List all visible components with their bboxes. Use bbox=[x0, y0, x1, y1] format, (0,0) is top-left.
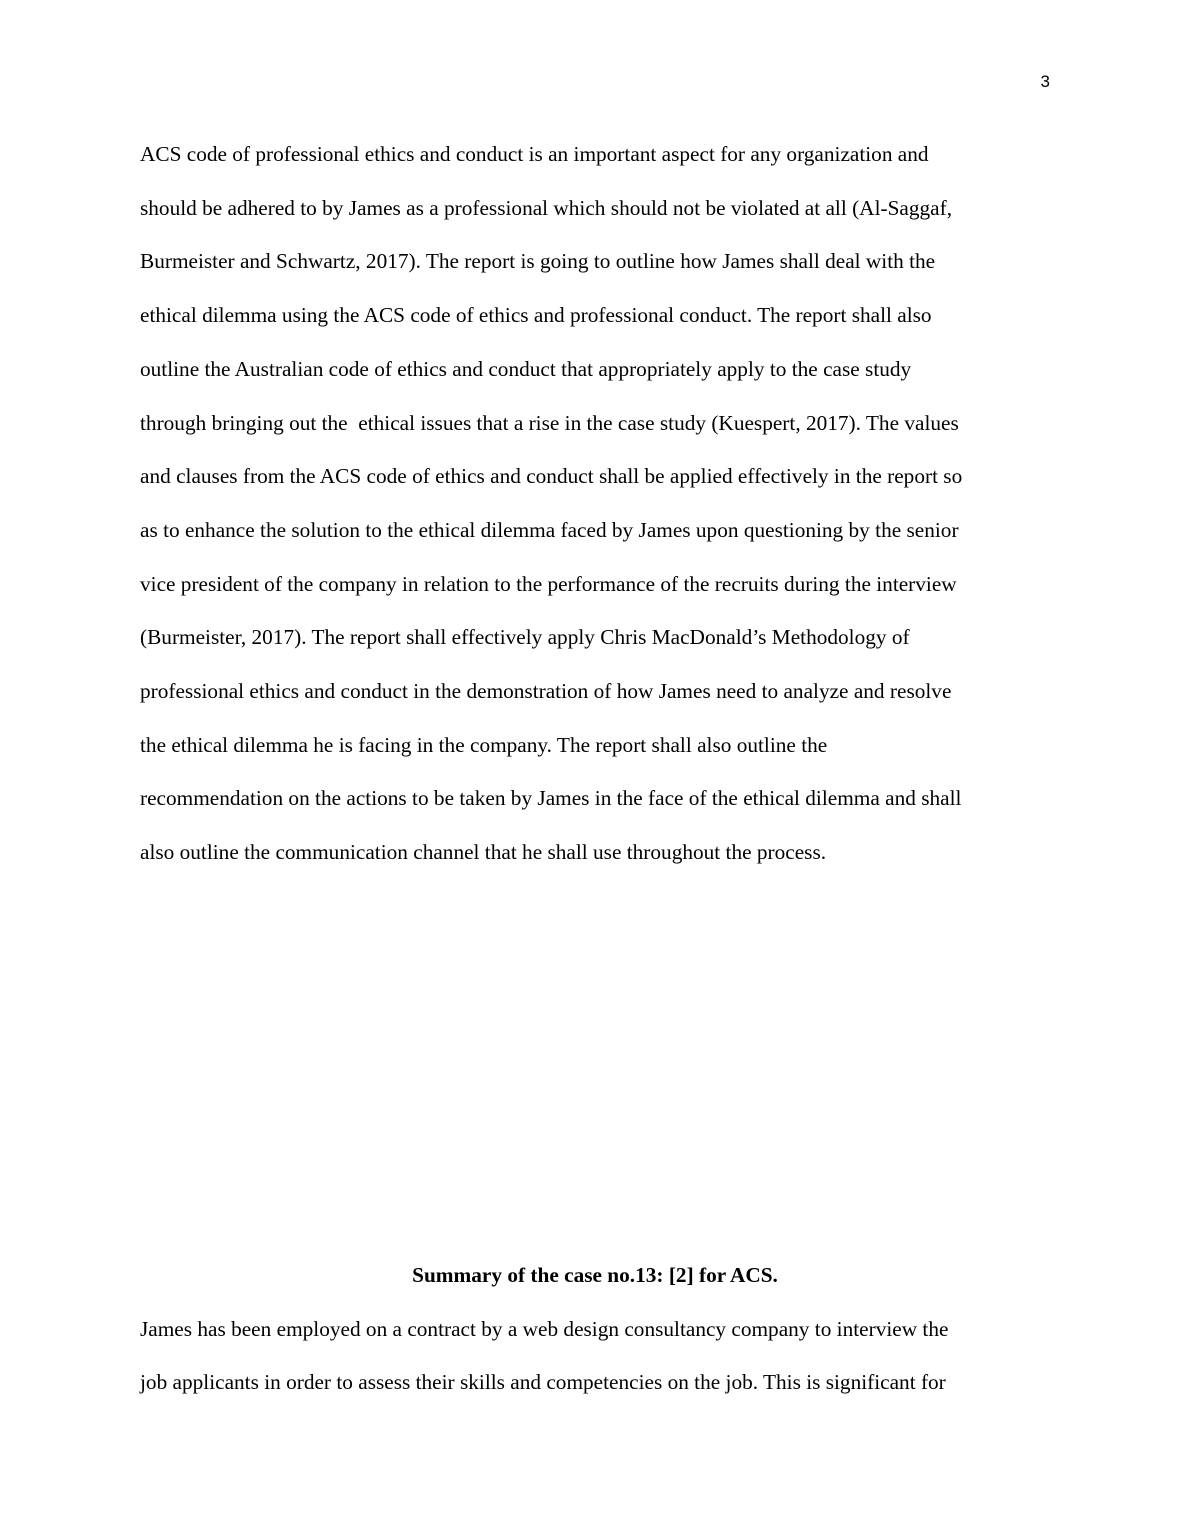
paragraph-line: professional ethics and conduct in the demonstration of how James need to analyze and resolve bbox=[140, 679, 952, 703]
paragraph-line: job applicants in order to assess their skills and competencies on the job. This is significant for bbox=[140, 1370, 946, 1394]
paragraph-line: ACS code of professional ethics and conduct is an important aspect for any organization and bbox=[140, 142, 929, 166]
paragraph-line: Burmeister and Schwartz, 2017). The report is going to outline how James shall deal with the bbox=[140, 249, 936, 273]
paragraph-line: ethical dilemma using the ACS code of ethics and professional conduct. The report shall also bbox=[140, 303, 932, 327]
paragraph-line: also outline the communication channel that he shall use throughout the process. bbox=[140, 840, 827, 864]
page-number: 3 bbox=[1040, 72, 1050, 91]
paragraph-line: through bringing out the ethical issues that a rise in the case study (Kuespert, 2017). The values bbox=[140, 411, 959, 435]
paragraph-line: recommendation on the actions to be taken by James in the face of the ethical dilemma and shall bbox=[140, 786, 962, 810]
paragraph-line: and clauses from the ACS code of ethics and conduct shall be applied effectively in the report so bbox=[140, 464, 963, 488]
paragraph-line: the ethical dilemma he is facing in the company. The report shall also outline the bbox=[140, 733, 828, 757]
section-heading: Summary of the case no.13: [2] for ACS. bbox=[412, 1263, 778, 1287]
paragraph-line: should be adhered to by James as a professional which should not be violated at all (Al-Saggaf, bbox=[140, 196, 953, 220]
paragraph-line: James has been employed on a contract by a web design consultancy company to interview the bbox=[140, 1317, 949, 1341]
paragraph-line: as to enhance the solution to the ethical dilemma faced by James upon questioning by the senior bbox=[140, 518, 959, 542]
paragraph-line: (Burmeister, 2017). The report shall effectively apply Chris MacDonald’s Methodology of bbox=[140, 625, 910, 649]
paragraph-line: outline the Australian code of ethics and conduct that appropriately apply to the case study bbox=[140, 357, 912, 381]
paragraph-line: vice president of the company in relation to the performance of the recruits during the interview bbox=[140, 572, 957, 596]
